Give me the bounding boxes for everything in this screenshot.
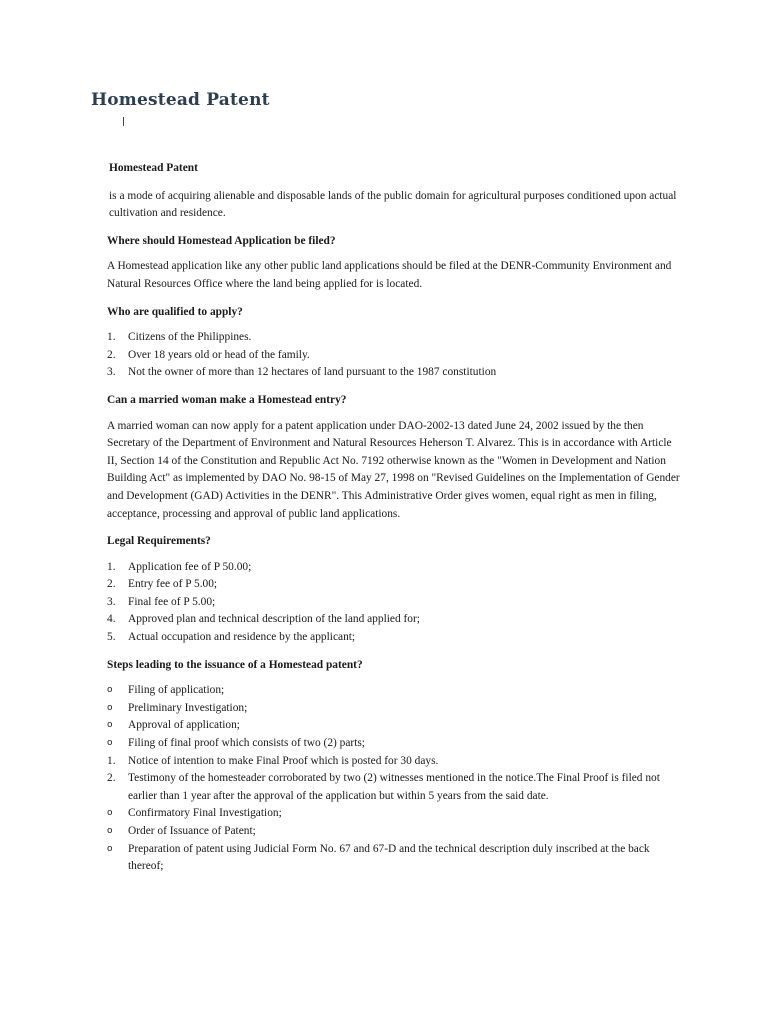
list-item xyxy=(107,823,682,841)
list-item xyxy=(107,594,682,612)
bullet-circle-icon: o xyxy=(107,720,113,731)
list-marker: 5. xyxy=(107,631,116,644)
list-item-text: Filing of final proof which consists of two (2) parts; xyxy=(128,737,365,750)
list-item xyxy=(107,329,682,347)
list-marker: 1. xyxy=(107,560,116,573)
list-item xyxy=(107,841,682,876)
list-item-text: Confirmatory Final Investigation; xyxy=(128,807,282,820)
list-marker: 2. xyxy=(107,772,116,785)
where-filed-paragraph: A Homestead application like any other public land applications should be filed at the DENR-Community Environment and Natural Resources Office where the land being applied for is located. xyxy=(107,260,672,290)
section-heading-legal-requirements: Legal Requirements? xyxy=(107,535,211,548)
list-item xyxy=(107,717,682,735)
list-item-text: Approval of application; xyxy=(128,719,240,732)
list-item-text: Over 18 years old or head of the family. xyxy=(128,348,310,361)
list-item-text: Testimony of the homesteader corroborated by two (2) witnesses mentioned in the notice.The Final Proof is filed not earlier than 1 year after the approval of the application but within 5 years from the said date. xyxy=(128,772,660,802)
bullet-circle-icon: o xyxy=(107,738,113,749)
section-heading-steps: Steps leading to the issuance of a Homestead patent? xyxy=(107,658,363,671)
list-marker: 4. xyxy=(107,613,116,626)
bullet-circle-icon: o xyxy=(107,808,113,819)
list-item-text: Entry fee of P 5.00; xyxy=(128,578,218,591)
list-item xyxy=(107,364,682,382)
list-item-text: Approved plan and technical description of the land applied for; xyxy=(128,613,420,626)
bullet-circle-icon: o xyxy=(107,826,113,836)
document-title: Homestead Patent xyxy=(91,90,270,110)
list-item xyxy=(107,770,682,805)
list-item xyxy=(107,753,682,771)
list-item xyxy=(107,629,682,647)
married-woman-paragraph: A married woman can now apply for a patent application under DAO-2002-13 dated June 24, 2002 issued by the then Secretary of the Department of Environment and Natural Resources Heherson T. Alvarez. This is in accordance with Article II, Section 14 of the Constitution and Republic Act No. 7192 otherwise known as the "Women in Development and Nation Building Act" as implemented by DAO No. 98-15 of May 27, 1998 on "Revised Guidelines on the Implementation of Gender and Development (GAD) Activities in the DENR". This Administrative Order gives women, equal right as men in filing, acceptance, processing and approval of public land applications. xyxy=(107,419,680,520)
list-item-text: Not the owner of more than 12 hectares of land pursuant to the 1987 constitution xyxy=(128,366,497,379)
list-item-text: Preparation of patent using Judicial Form No. 67 and 67-D and the technical description duly inscribed at the back thereof; xyxy=(128,842,650,873)
list-item-text: Final fee of P 5.00; xyxy=(128,595,216,608)
bullet-circle-icon: o xyxy=(107,685,113,696)
definition-paragraph: is a mode of acquiring alienable and disposable lands of the public domain for agricultural purposes conditioned upon actual cultivation and residence. xyxy=(109,189,677,220)
list-item-text: Actual occupation and residence by the applicant; xyxy=(128,631,356,644)
list-marker: 1. xyxy=(107,754,116,767)
list-item-text: Notice of intention to make Final Proof which is posted for 30 days. xyxy=(128,754,439,767)
steps-list xyxy=(107,682,682,876)
list-marker: 3. xyxy=(107,595,116,608)
document-body xyxy=(107,160,682,876)
list-marker: 1. xyxy=(107,331,116,344)
list-item-text: Order of Issuance of Patent; xyxy=(128,825,256,837)
legal-requirements-list xyxy=(107,559,682,647)
list-item-text: Citizens of the Philippines. xyxy=(128,331,252,344)
bullet-circle-icon: o xyxy=(107,843,113,854)
list-item-text: Preliminary Investigation; xyxy=(128,701,248,714)
qualifications-list xyxy=(107,329,682,382)
list-item xyxy=(107,682,682,700)
list-item-text: Application fee of P 50.00; xyxy=(128,560,252,573)
list-item xyxy=(107,347,682,365)
bullet-circle-icon: o xyxy=(107,702,113,713)
section-heading-where-filed: Where should Homestead Application be filed? xyxy=(107,234,336,247)
list-item xyxy=(107,700,682,718)
list-item xyxy=(107,805,682,823)
section-heading-qualified: Who are qualified to apply? xyxy=(107,305,243,318)
section-heading-homestead-patent: Homestead Patent xyxy=(109,162,198,174)
text-cursor xyxy=(123,117,124,126)
list-item xyxy=(107,559,682,577)
section-heading-married-woman: Can a married woman make a Homestead entry? xyxy=(107,393,347,406)
list-item-text: Filing of application; xyxy=(128,684,225,697)
list-item xyxy=(107,735,682,753)
list-item xyxy=(107,611,682,629)
list-item xyxy=(107,576,682,594)
list-marker: 2. xyxy=(107,578,116,591)
list-marker: 2. xyxy=(107,348,116,361)
list-marker: 3. xyxy=(107,366,116,379)
